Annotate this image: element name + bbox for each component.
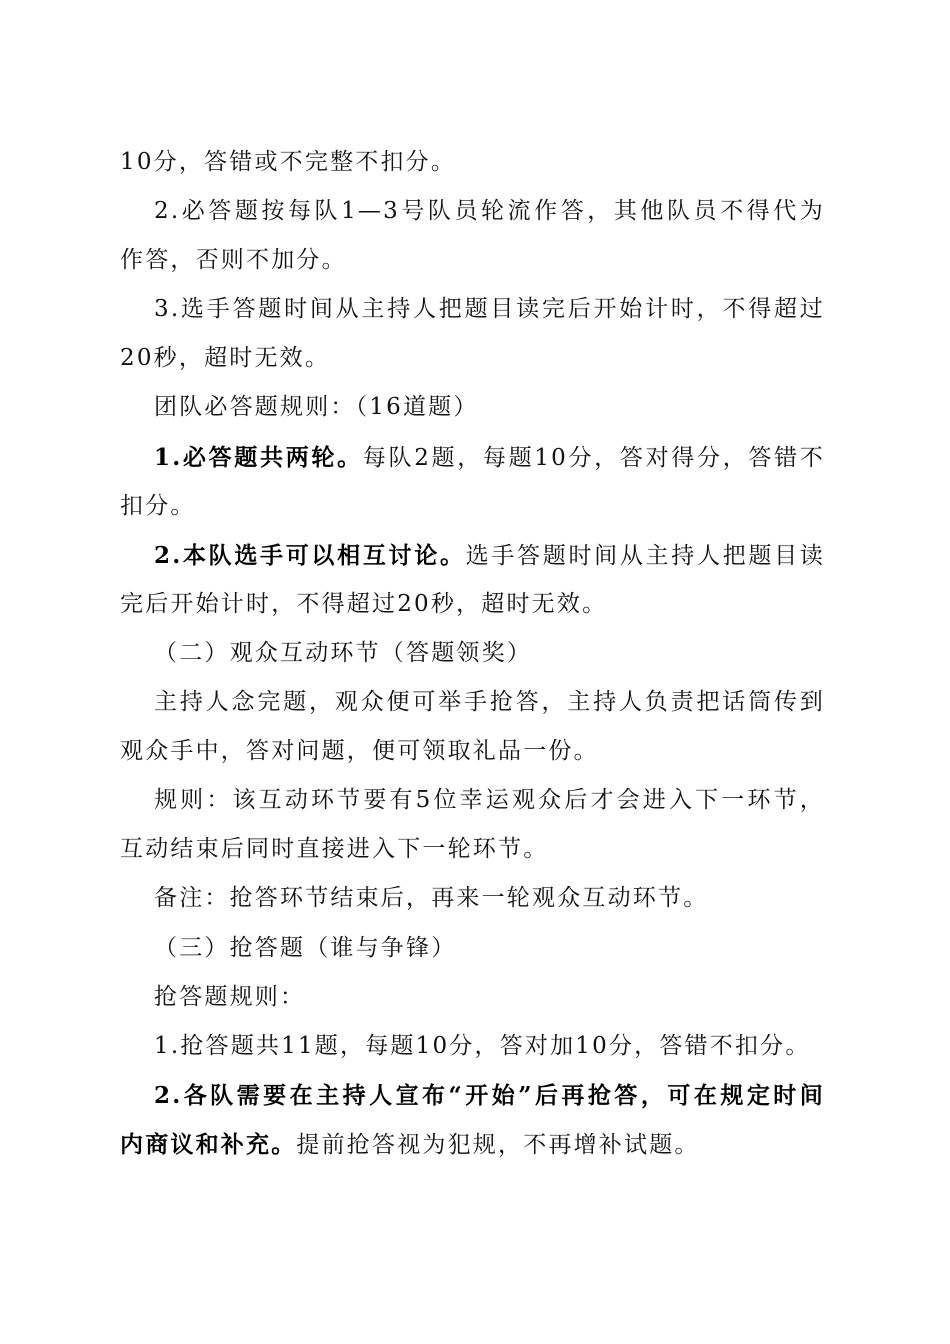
paragraph-line — [120, 433, 825, 482]
paragraph-line — [120, 138, 825, 187]
line-text: 扣分。 — [120, 492, 196, 519]
paragraph-line — [120, 1071, 825, 1120]
paragraph-line — [120, 825, 825, 874]
line-text: 20秒，超时无效。 — [120, 345, 331, 372]
section-heading — [120, 924, 825, 973]
line-text: 互动结束后同时直接进入下一轮环节。 — [120, 836, 549, 863]
paragraph-line — [120, 874, 825, 923]
line-text: 选手答题时间从主持人把题目读 — [465, 542, 825, 569]
paragraph-line — [120, 727, 825, 776]
paragraph-line — [120, 236, 825, 285]
section-heading — [120, 383, 825, 432]
line-text: 3.选手答题时间从主持人把题目读完后开始计时，不得超过 — [154, 296, 825, 323]
line-text: 每队2题，每题10分，答对得分，答错不 — [362, 444, 825, 471]
paragraph-line — [120, 776, 825, 825]
line-text: 观众手中，答对问题，便可领取礼品一份。 — [120, 738, 599, 765]
line-text: 提前抢答视为犯规，不再增补试题。 — [296, 1131, 700, 1158]
bold-text: 2.本队选手可以相互讨论。 — [154, 541, 466, 569]
bold-text: 2.各队需要在主持人宣布“开始”后再抢答，可在规定时间 — [154, 1081, 825, 1109]
document-body — [120, 138, 825, 1169]
line-text: 抢答题规则： — [154, 983, 306, 1010]
bold-text: 内商议和补充。 — [120, 1130, 297, 1158]
paragraph-line — [120, 1120, 825, 1169]
paragraph-line — [120, 285, 825, 334]
paragraph-line — [120, 187, 825, 236]
line-text: 完后开始计时，不得超过20秒，超时无效。 — [120, 590, 608, 617]
line-text: （三）抢答题（谁与争锋） — [154, 934, 457, 961]
line-text: 规则：该互动环节要有5位幸运观众后才会进入下一环节， — [154, 787, 825, 814]
line-text: 2.必答题按每队1—3号队员轮流作答，其他队员不得代为 — [154, 198, 825, 225]
line-text: 团队必答题规则：（16道题） — [154, 394, 479, 421]
paragraph-line — [120, 531, 825, 580]
line-text: 主持人念完题，观众便可举手抢答，主持人负责把话筒传到 — [154, 689, 825, 716]
paragraph-line — [120, 334, 825, 383]
line-text: （二）观众互动环节（答题领奖） — [154, 639, 532, 666]
bold-text: 1.必答题共两轮。 — [154, 443, 363, 471]
line-text: 作答，否则不加分。 — [120, 247, 347, 274]
section-heading — [120, 629, 825, 678]
line-text: 10分，答错或不完整不扣分。 — [120, 149, 457, 175]
paragraph-line — [120, 482, 825, 531]
paragraph-line — [120, 973, 825, 1022]
line-text: 备注：抢答环节结束后，再来一轮观众互动环节。 — [154, 885, 709, 912]
paragraph-line — [120, 1022, 825, 1071]
paragraph-line — [120, 580, 825, 629]
line-text: 1.抢答题共11题，每题10分，答对加10分，答错不扣分。 — [154, 1032, 811, 1059]
paragraph-line — [120, 678, 825, 727]
